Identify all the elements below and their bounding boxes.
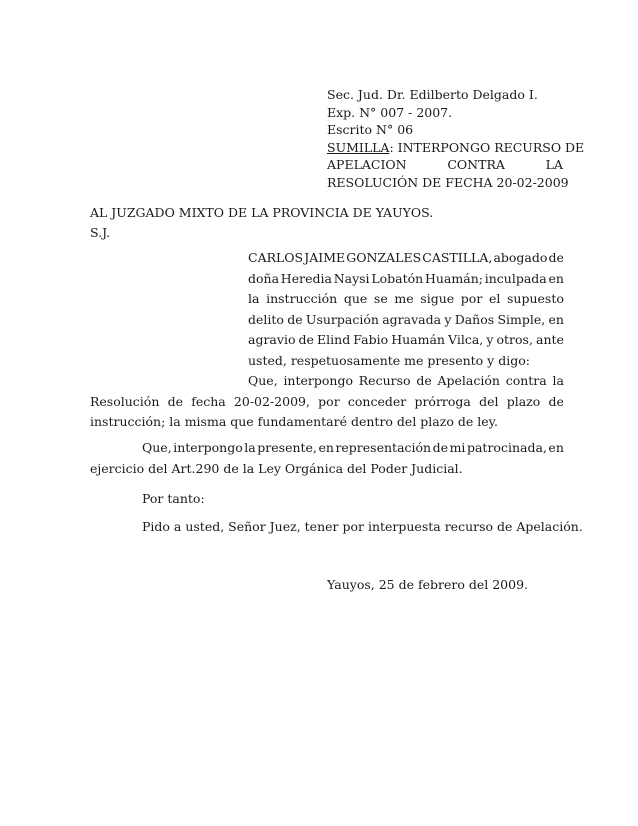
word: mi [449, 440, 466, 455]
header-escrito: Escrito N° 06 [327, 122, 414, 137]
intro-line-1 [248, 269, 564, 290]
header-sumilla [327, 139, 585, 157]
word: 20-02-2009, [233, 393, 310, 409]
word: de [167, 393, 183, 409]
word: Que, [248, 373, 278, 388]
word: supuesto [507, 291, 564, 306]
word: doña [248, 270, 280, 286]
word: Simple, [497, 311, 546, 327]
word: inculpada [484, 270, 547, 286]
word: Que, [142, 440, 172, 455]
word: de [298, 332, 314, 347]
word: presente, [257, 440, 317, 455]
word: instrucción [266, 291, 338, 306]
paragraph-2-line-1 [142, 438, 564, 459]
word: GONZALES [346, 250, 422, 265]
word: Heredia [280, 270, 332, 286]
word: por [318, 393, 340, 409]
word: Resolución [90, 393, 160, 409]
word: plazo [506, 393, 541, 409]
paragraph-4-line-1: Pido a usted, Señor Juez, tener por interpuesta recurso de Apelación. [142, 519, 583, 534]
paragraph-2 [90, 438, 564, 479]
word: Huamán [391, 332, 445, 347]
word: la [552, 373, 564, 388]
word: Apelación [437, 373, 500, 388]
word: CASTILLA, [422, 250, 493, 265]
word: JAIME [304, 250, 346, 265]
word: Fabio [353, 332, 389, 347]
intro-line-4 [248, 330, 564, 351]
signature-date: Yauyos, 25 de febrero del 2009. [327, 577, 529, 592]
word: el [488, 291, 501, 306]
word: fecha [191, 393, 226, 409]
word: en [548, 440, 564, 455]
word: Recurso [358, 373, 411, 388]
word: por [460, 291, 483, 306]
address-line-1: AL JUZGADO MIXTO DE LA PROVINCIA DE YAUYOS. [90, 205, 434, 220]
word: ante [536, 332, 564, 347]
word: de [548, 393, 564, 409]
intro-line-2 [248, 289, 564, 310]
word: interpongo [283, 373, 353, 388]
word: interpongo [173, 440, 243, 455]
word: representación [335, 440, 432, 455]
sumilla-text: : INTERPONGO RECURSO DE [389, 139, 585, 155]
word: de [416, 373, 432, 388]
paragraph-1-line-3: instrucción; la misma que fundamentaré dentro del plazo de ley. [90, 414, 498, 429]
header-resolucion: RESOLUCIÓN DE FECHA 20-02-2009 [327, 174, 569, 190]
paragraph-1 [90, 371, 564, 433]
word: de [287, 311, 303, 327]
word: Vilca, [448, 332, 484, 347]
word: agravada [382, 311, 442, 327]
paragraph-3 [90, 489, 564, 510]
word: del [479, 393, 499, 409]
word: en [318, 440, 334, 455]
paragraph-2-line-2: ejercicio del Art.290 de la Ley Orgánica del Poder Judicial. [90, 460, 463, 476]
paragraph-3-line-1: Por tanto: [142, 491, 205, 506]
address-block [90, 203, 433, 243]
word: delito [248, 311, 284, 327]
word: se [373, 291, 388, 306]
word: Usurpación [305, 311, 379, 327]
word: y [486, 332, 494, 347]
word: agravio [248, 332, 296, 347]
word: la [248, 291, 260, 306]
word: Huamán; [424, 270, 483, 286]
header-contra: CONTRA [447, 157, 505, 172]
word: patrocinada, [466, 440, 547, 455]
header-exp: Exp. N° 007 - 2007. [327, 104, 453, 120]
header-apelacion-line [327, 156, 563, 174]
word: que [343, 291, 368, 306]
intro-line-0 [248, 248, 564, 269]
paragraph-1-line-1 [248, 371, 564, 392]
header-la: LA [545, 157, 563, 172]
word: la [244, 440, 256, 455]
word: en [548, 270, 564, 286]
word: Elind [317, 332, 351, 347]
word: abogado [493, 250, 548, 265]
word: de [548, 250, 564, 265]
header-sec: Sec. Jud. Dr. Edilberto Delgado I. [327, 87, 538, 102]
header-apelacion: APELACION [327, 157, 407, 172]
word: en [548, 311, 564, 327]
word: de [432, 440, 449, 455]
word: CARLOS [248, 250, 304, 265]
word: me [394, 291, 414, 306]
address-line-2: S.J. [90, 225, 111, 240]
word: sigue [420, 291, 455, 306]
intro-paragraph [248, 248, 564, 371]
paragraph-4 [90, 517, 583, 538]
word: Lobatón [371, 270, 424, 286]
intro-line-3 [248, 310, 564, 331]
paragraph-1-line-2 [90, 392, 564, 413]
word: prórroga [414, 393, 471, 409]
word: y [444, 311, 452, 327]
sumilla-label: SUMILLA [327, 139, 390, 155]
word: otros, [496, 332, 533, 347]
word: Naysi [333, 270, 370, 286]
word: conceder [347, 393, 407, 409]
header-block [327, 86, 585, 191]
intro-line-5: usted, respetuosamente me presento y digo: [248, 352, 530, 368]
word: contra [505, 373, 547, 388]
word: Daños [454, 311, 495, 327]
